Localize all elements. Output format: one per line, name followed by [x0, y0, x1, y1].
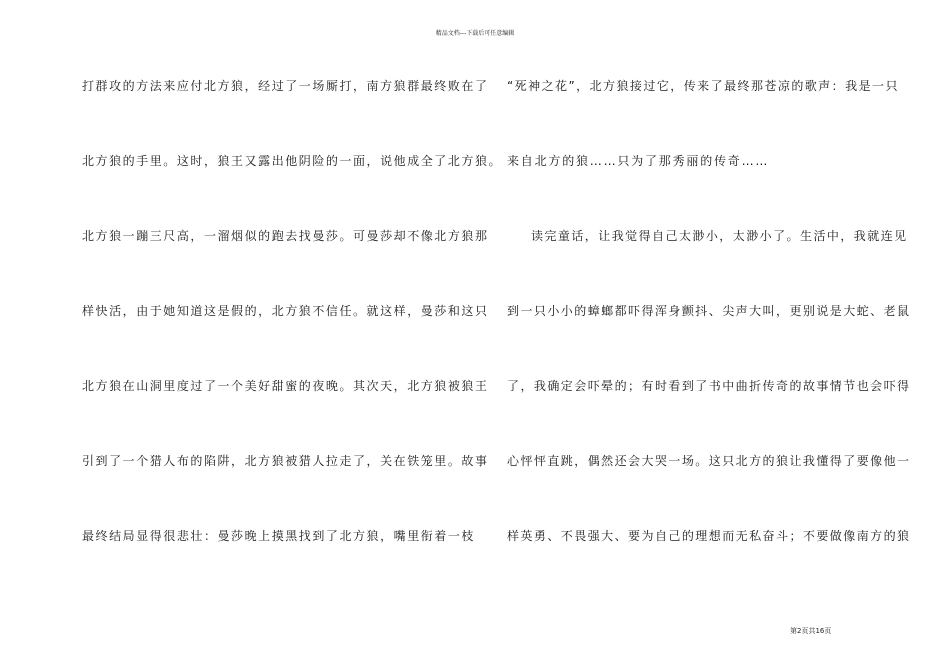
- text-line: 北方狼一蹦三尺高，一溜烟似的跑去找曼莎。可曼莎却不像北方狼那: [82, 229, 489, 243]
- text-line: 北方狼在山洞里度过了一个美好甜蜜的夜晚。其次天，北方狼被狼王: [82, 379, 489, 393]
- text-line: 来自北方的狼……只为了那秀丽的传奇……: [507, 154, 770, 168]
- text-line: “死神之花”，北方狼接过它，传来了最终那苍凉的歌声：我是一只: [507, 79, 899, 93]
- page-header: [0, 30, 950, 38]
- text-line: 样快活，由于她知道这是假的，北方狼不信任。就这样，曼莎和这只: [82, 304, 489, 318]
- text-line: 北方狼的手里。这时，狼王又露出他阴险的一面，说他成全了北方狼。: [82, 154, 503, 168]
- header-text: 精品文档---下载后可任意编辑: [435, 30, 515, 37]
- page-number: 第2页共16页: [790, 627, 832, 635]
- text-line: 样英勇、不畏强大、要为自己的理想而无私奋斗；不要做像南方的狼: [507, 529, 911, 543]
- text-line: 最终结局显得很悲壮：曼莎晚上摸黑找到了北方狼，嘴里衔着一枝: [82, 529, 475, 543]
- text-line: 打群攻的方法来应付北方狼，经过了一场厮打，南方狼群最终败在了: [82, 79, 489, 93]
- left-text-column: [82, 77, 503, 602]
- text-line: 心怦怦直跳，偶然还会大哭一场。这只北方的狼让我懂得了要像他一: [507, 454, 911, 468]
- text-line: 引到了一个猎人布的陷阱，北方狼被猎人拉走了，关在铁笼里。故事: [82, 454, 489, 468]
- paragraph-first-line: 读完童话，让我觉得自己太渺小，太渺小了。生活中，我就连见: [531, 229, 908, 243]
- text-line: 了，我确定会吓晕的；有时看到了书中曲折传奇的故事情节也会吓得: [507, 379, 911, 393]
- right-text-column: [507, 77, 911, 602]
- text-line: 到一只小小的蟑螂都吓得浑身颤抖、尖声大叫，更别说是大蛇、老鼠: [507, 304, 911, 318]
